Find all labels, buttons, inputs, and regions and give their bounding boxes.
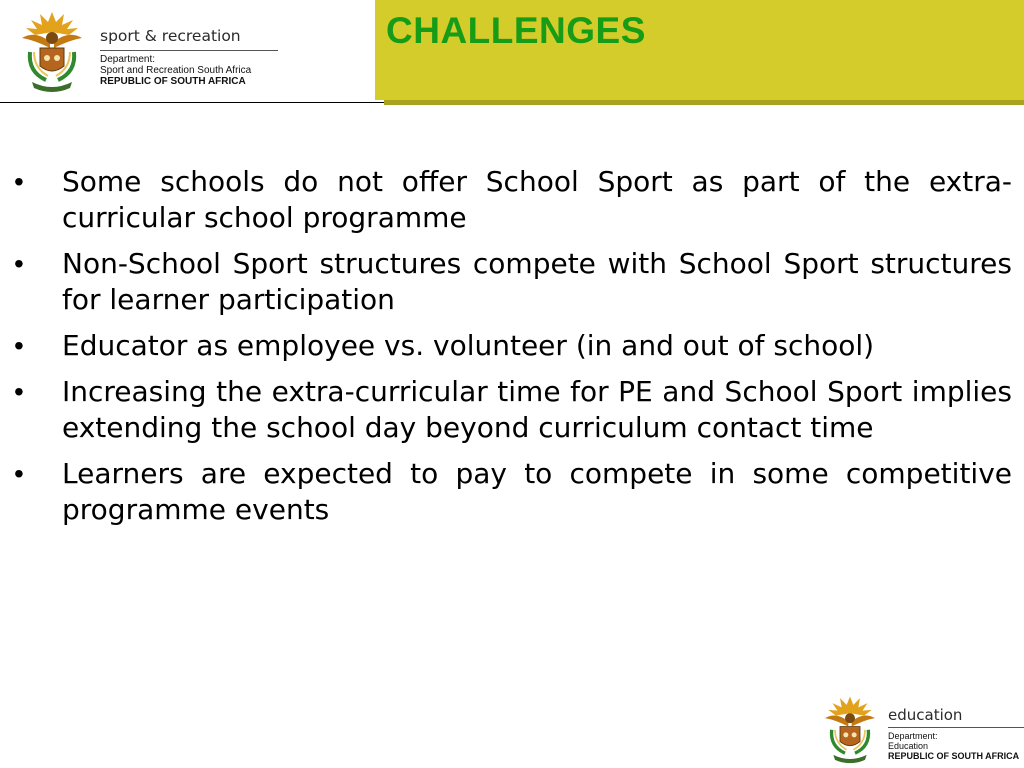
dept-label: Department:: [100, 54, 156, 65]
bullet-symbol: •: [14, 458, 24, 489]
bullet-symbol: •: [14, 166, 24, 197]
dept-full-name: Sport and Recreation South Africa: [100, 65, 252, 76]
dept-full-name: Education: [888, 741, 929, 751]
coat-of-arms-icon: [16, 8, 88, 94]
dept-name: sport & recreation: [100, 27, 241, 45]
bullet-text: Some schools do not offer School Sport as part of the extra-curricular school programme: [62, 165, 1012, 234]
bullet-symbol: •: [14, 330, 24, 361]
bullet-text: Educator as employee vs. volunteer (in and out of school): [62, 329, 875, 362]
bullet-text: Increasing the extra-curricular time for PE and School Sport implies extending the school day beyond curriculum contact time: [62, 375, 1012, 444]
dept-country: REPUBLIC OF SOUTH AFRICA: [888, 751, 1020, 761]
coat-of-arms-icon: [820, 692, 880, 766]
bullet-item: [14, 246, 1012, 318]
dept-country: REPUBLIC OF SOUTH AFRICA: [100, 76, 246, 87]
bullet-text: Learners are expected to pay to compete in some competitive programme events: [62, 457, 1012, 526]
dept-divider: [888, 727, 1024, 728]
bullet-symbol: •: [14, 248, 24, 279]
dept-divider: [100, 50, 278, 51]
dept-name: education: [888, 706, 963, 724]
bullet-item: [14, 374, 1012, 446]
footer-logo: [818, 690, 1024, 768]
page-title: CHALLENGES: [386, 10, 646, 51]
dept-label: Department:: [888, 731, 938, 741]
header-logo: [0, 0, 384, 103]
bullet-text: Non-School Sport structures compete with School Sport structures for learner participation: [62, 247, 1012, 316]
title-band-shadow: [384, 100, 1024, 105]
bullet-item: [14, 456, 1012, 528]
bullet-symbol: •: [14, 376, 24, 407]
bullet-list: [14, 164, 1012, 538]
bullet-item: [14, 164, 1012, 236]
bullet-item: [14, 328, 1012, 364]
